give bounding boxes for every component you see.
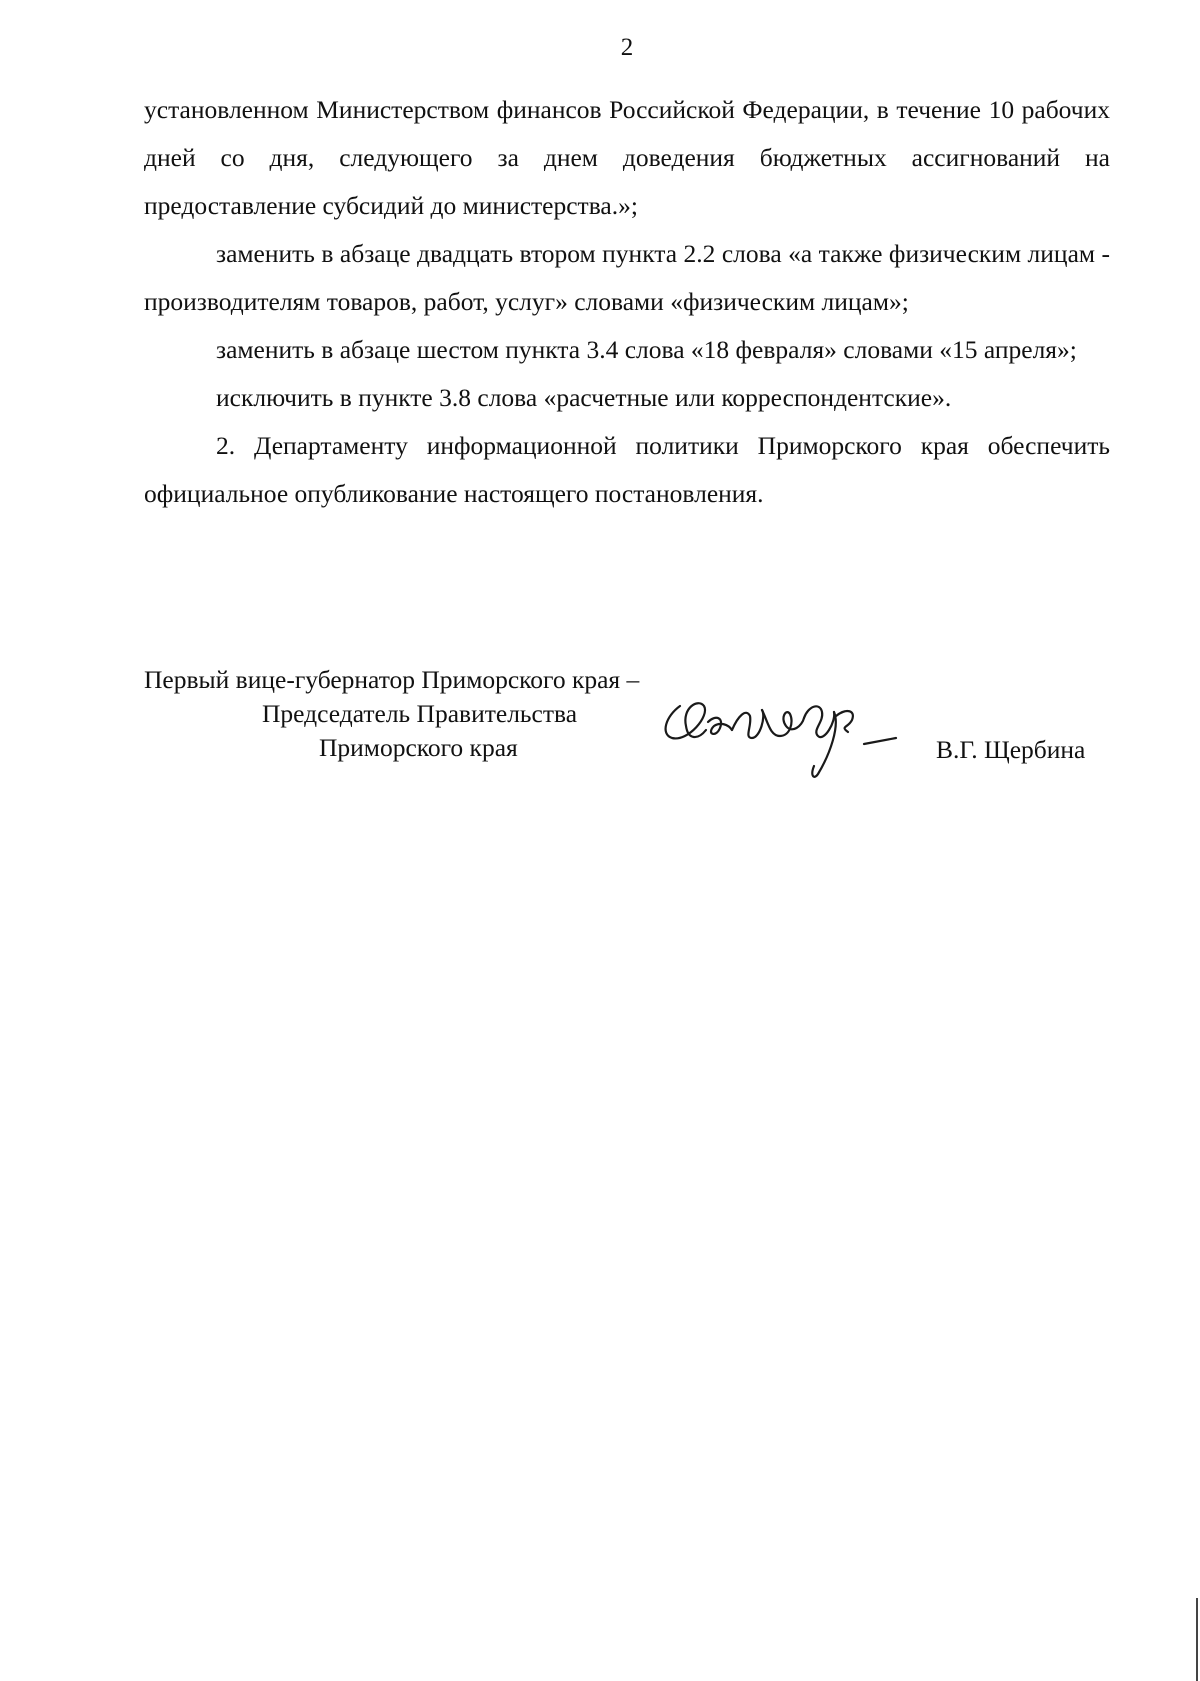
paragraph-continuation: установленном Министерством финансов Российской Федерации, в течение 10 рабочих дней со дня, следующего за днем доведения бюджетных ассигнований на предоставление субсидий до министерства.»; [144, 95, 1110, 220]
paragraph-amendment-2-2: заменить в абзаце двадцать втором пункта 2.2 слова «а также физическим лицам - производителям товаров, работ, услуг» словами «физическим лицам»; [144, 239, 1110, 316]
scan-edge-mark [1196, 1598, 1198, 1681]
paragraph-amendment-3-8: исключить в пункте 3.8 слова «расчетные или корреспондентские». [216, 383, 952, 412]
signatory-title-line-2: Председатель Правительства [262, 699, 578, 728]
page-number: 2 [620, 34, 634, 61]
paragraph-item-2: 2. Департаменту информационной политики Приморского края обеспечить официальное опубликование настоящего постановления. [144, 431, 1110, 508]
signer-name: В.Г. Щербина [936, 735, 1086, 764]
document-body [144, 86, 1110, 518]
handwritten-signature [658, 696, 958, 788]
paragraph-amendment-3-4: заменить в абзаце шестом пункта 3.4 слова «18 февраля» словами «15 апреля»; [216, 335, 1077, 364]
signatory-title-line-3: Приморского края [319, 733, 518, 762]
signatory-title-line-1: Первый вице-губернатор Приморского края – [144, 665, 640, 694]
